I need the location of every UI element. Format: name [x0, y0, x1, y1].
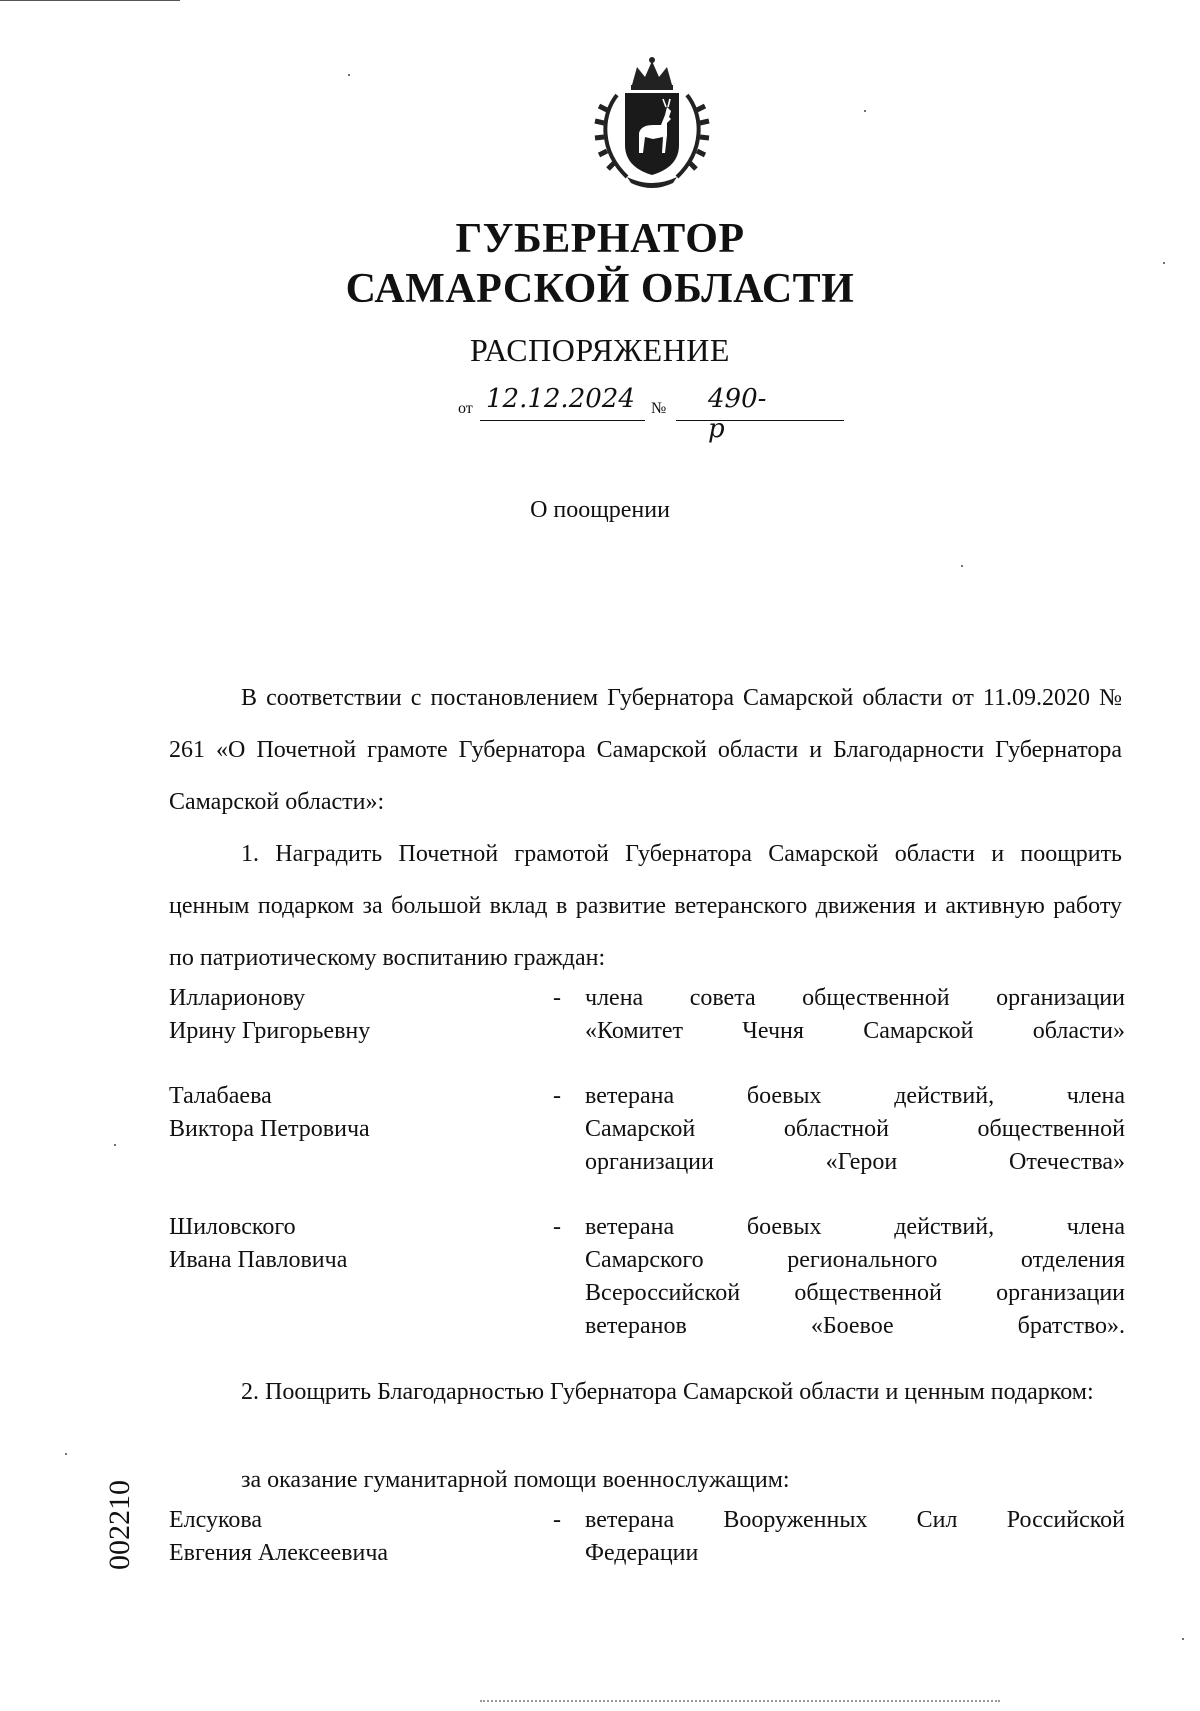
- person-description: ветерана боевых действий, члена Самарского регионального отделения Всероссийской общественной организации ветеранов «Боевое братство».: [585, 1214, 1125, 1339]
- region-title: САМАРСКОЙ ОБЛАСТИ: [345, 266, 855, 312]
- person-name: Талабаева Виктора Петровича: [169, 1083, 370, 1142]
- person-description: члена совета общественной организации «Комитет Чечня Самарской области»: [585, 985, 1125, 1044]
- person-description: ветерана боевых действий, члена Самарской областной общественной организации «Герои Отечества»: [585, 1083, 1125, 1175]
- scan-artifact-line: [480, 1700, 1000, 1702]
- handwritten-date: 12.12.2024: [486, 384, 635, 414]
- list-dash: -: [553, 985, 561, 1011]
- margin-serial-number: 002210: [103, 1480, 136, 1570]
- person-description: ветерана Вооруженных Сил Российской Федерации: [585, 1507, 1125, 1566]
- governor-title: ГУБЕРНАТОР: [455, 216, 745, 262]
- number-label: №: [651, 400, 667, 417]
- date-label: от: [458, 400, 473, 417]
- person-name: Шиловского Ивана Павловича: [169, 1214, 348, 1273]
- scan-speck: [348, 74, 350, 76]
- handwritten-number: 490-р: [708, 384, 767, 444]
- document-type: РАСПОРЯЖЕНИЕ: [470, 332, 730, 368]
- scan-speck: [65, 1453, 67, 1455]
- list-dash: -: [553, 1214, 561, 1240]
- scan-speck: [961, 565, 963, 567]
- scan-speck: [864, 110, 866, 112]
- person-name: Елсукова Евгения Алексеевича: [169, 1507, 389, 1566]
- scan-edge-line: [0, 0, 180, 1]
- item-2-subheading: за оказание гуманитарной помощи военнослужащим:: [241, 1467, 790, 1493]
- coat-of-arms-emblem: [587, 55, 717, 190]
- scan-speck: [1163, 262, 1165, 264]
- preamble-paragraph: В соответствии с постановлением Губернатора Самарской области от 11.09.2020 № 261 «О Почетной грамоте Губернатора Самарской области и Благодарности Губернатора Самарской области»:: [169, 685, 1122, 815]
- item-1-paragraph: 1. Наградить Почетной грамотой Губернатора Самарской области и поощрить ценным подарком за большой вклад в развитие ветеранского движения и активную работу по патриотическому воспитанию граждан:: [169, 841, 1122, 971]
- list-dash: -: [553, 1507, 561, 1533]
- list-dash: -: [553, 1083, 561, 1109]
- scan-speck: [114, 1144, 116, 1146]
- item-2-paragraph: 2. Поощрить Благодарностью Губернатора Самарской области и ценным подарком:: [241, 1379, 1094, 1405]
- date-underline: [480, 420, 645, 421]
- document-subject: О поощрении: [530, 497, 670, 523]
- scan-speck: [1182, 1638, 1184, 1640]
- person-name: Илларионову Ирину Григорьевну: [169, 985, 371, 1044]
